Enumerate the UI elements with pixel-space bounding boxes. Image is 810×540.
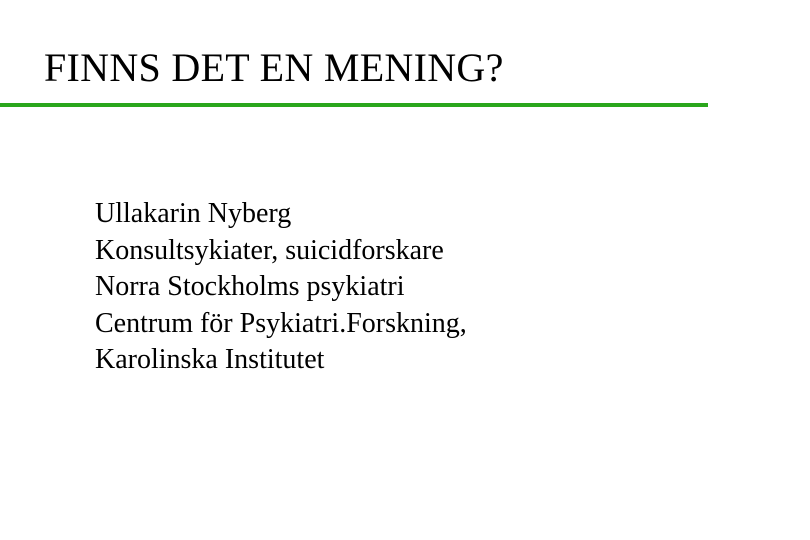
author-organization: Norra Stockholms psykiatri [95,271,405,302]
author-info [95,196,467,379]
author-institute: Karolinska Institutet [95,344,325,375]
author-role: Konsultsykiater, suicidforskare [95,234,444,266]
slide-title: FINNS DET EN MENING? [44,45,504,90]
author-name: Ullakarin Nyberg [95,198,292,229]
author-research-center: Centrum för Psykiatri.Forskning, [95,307,467,339]
title-underline [0,103,708,107]
